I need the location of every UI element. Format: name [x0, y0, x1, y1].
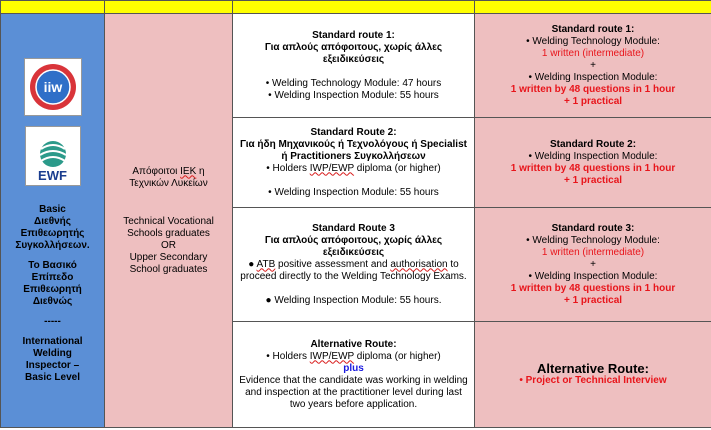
route-2-course-cell: [233, 118, 475, 208]
route-1-exam-plus: +: [590, 59, 596, 71]
route-4-exam-cell: [475, 322, 711, 428]
header-row: [1, 1, 711, 14]
route-4-course-cell: [233, 322, 475, 428]
entry-en-line1: Technical Vocational: [123, 215, 214, 227]
entry-en-line3: OR: [161, 239, 176, 251]
iiw-logo-text: iiw: [43, 78, 62, 95]
entry-el-line2: Τεχνικών Λυκείων: [129, 177, 208, 189]
route-1-exam-line1: • Welding Technology Module:: [526, 35, 660, 47]
route-3-subtitle: Για απλούς απόφοιτους, χωρίς άλλες εξειδικεύσεις: [264, 234, 443, 258]
route-1-bullet-2: • Welding Inspection Module: 55 hours: [268, 89, 439, 101]
title-en-2: International: [22, 335, 83, 347]
title-el-2: Επιθεωρητής: [20, 227, 85, 239]
separator: -----: [44, 315, 61, 327]
route-1-title: Standard route 1:: [312, 29, 395, 41]
title-el-3: Συγκολλήσεων.: [15, 239, 90, 251]
route-1-exam-line4: 1 written by 48 questions in 1 hour: [510, 83, 676, 95]
route-3-exam-line4: 1 written by 48 questions in 1 hour: [510, 282, 676, 294]
route-1-exam-title: Standard route 1:: [551, 23, 635, 35]
route-4-bullet-1: • Holders IWP/EWP diploma (or higher): [266, 350, 441, 362]
route-1-exam-cell: [475, 14, 711, 118]
route-3-course-cell: [233, 208, 475, 322]
route-2-exam-line2: 1 written by 48 questions in 1 hour: [510, 162, 676, 174]
route-row-1: [1, 14, 711, 118]
title-el-1: Διεθνής: [34, 215, 71, 227]
route-1-exam-line5: + 1 practical: [563, 95, 623, 107]
ewf-logo: [25, 126, 81, 186]
entry-en-line5: School graduates: [129, 263, 208, 275]
title-el-5: Επίπεδο: [31, 271, 74, 283]
route-4-exam-title: Alternative Route:: [537, 360, 649, 376]
route-1-exam-line2: 1 written (intermediate): [541, 47, 645, 59]
entry-requirements-cell: [105, 14, 233, 428]
route-1-exam-line3: • Welding Inspection Module:: [528, 71, 658, 83]
header-cell-2: [105, 1, 233, 14]
route-1-subtitle: Για απλούς απόφοιτους, χωρίς άλλες εξειδικεύσεις: [264, 41, 443, 65]
title-el-7: Διεθνώς: [32, 295, 73, 307]
iiw-logo: [24, 58, 82, 116]
route-2-subtitle: Για ήδη Μηχανικούς ή Τεχνολόγους ή Specialist ή Practitioners Συγκολλήσεων: [240, 138, 467, 162]
route-3-bullet-1: ● ATB positive assessment and authorisation to proceed directly to the Welding Technology Exams.: [240, 258, 467, 282]
route-3-bullet-2: ● Welding Inspection Module: 55 hours.: [265, 294, 442, 306]
route-4-title: Alternative Route:: [310, 338, 397, 350]
title-el-6: Επιθεωρητή: [23, 283, 82, 295]
route-4-plus: plus: [343, 362, 364, 374]
title-en-5: Basic Level: [24, 371, 81, 383]
title-en-3: Welding: [33, 347, 72, 359]
title-basic: Basic: [39, 203, 66, 215]
route-3-exam-plus: +: [590, 258, 596, 270]
route-3-title: Standard Route 3: [312, 222, 395, 234]
route-1-bullet-1: • Welding Technology Module: 47 hours: [265, 77, 442, 89]
header-cell-1: [1, 1, 105, 14]
route-3-exam-cell: [475, 208, 711, 322]
title-el-4: Το Βασικό: [28, 259, 77, 271]
route-2-exam-line1: • Welding Inspection Module:: [528, 150, 658, 162]
route-3-exam-line5: + 1 practical: [563, 294, 623, 306]
route-1-course-cell: [233, 14, 475, 118]
header-cell-4: [475, 1, 711, 14]
title-en-4: Inspector –: [25, 359, 80, 371]
route-2-exam-title: Standard Route 2:: [549, 138, 637, 150]
route-3-exam-line3: • Welding Inspection Module:: [528, 270, 658, 282]
route-2-bullet-2: • Welding Inspection Module: 55 hours: [268, 186, 439, 198]
route-2-title: Standard Route 2:: [310, 126, 397, 138]
route-2-exam-line3: + 1 practical: [563, 174, 623, 186]
route-2-exam-cell: [475, 118, 711, 208]
route-4-exam-line1: • Project or Technical Interview: [519, 374, 667, 386]
route-3-exam-title: Standard route 3:: [551, 222, 635, 234]
route-3-exam-line1: • Welding Technology Module:: [526, 234, 660, 246]
header-cell-3: [233, 1, 475, 14]
ewf-logo-text: EWF: [38, 167, 67, 183]
route-2-bullet-1: • Holders IWP/EWP diploma (or higher): [266, 162, 441, 174]
entry-en-line2: Schools graduates: [127, 227, 210, 239]
entry-el-line1: Απόφοιτοι ΙΕΚ η: [132, 165, 205, 177]
entry-en-line4: Upper Secondary: [129, 251, 208, 263]
qualification-cell: [1, 14, 105, 428]
route-3-exam-line2: 1 written (intermediate): [541, 246, 645, 258]
route-4-evidence: Evidence that the candidate was working in welding and inspection at the practitioner level during last two years before application.: [239, 374, 468, 410]
globe-icon: [36, 139, 70, 169]
